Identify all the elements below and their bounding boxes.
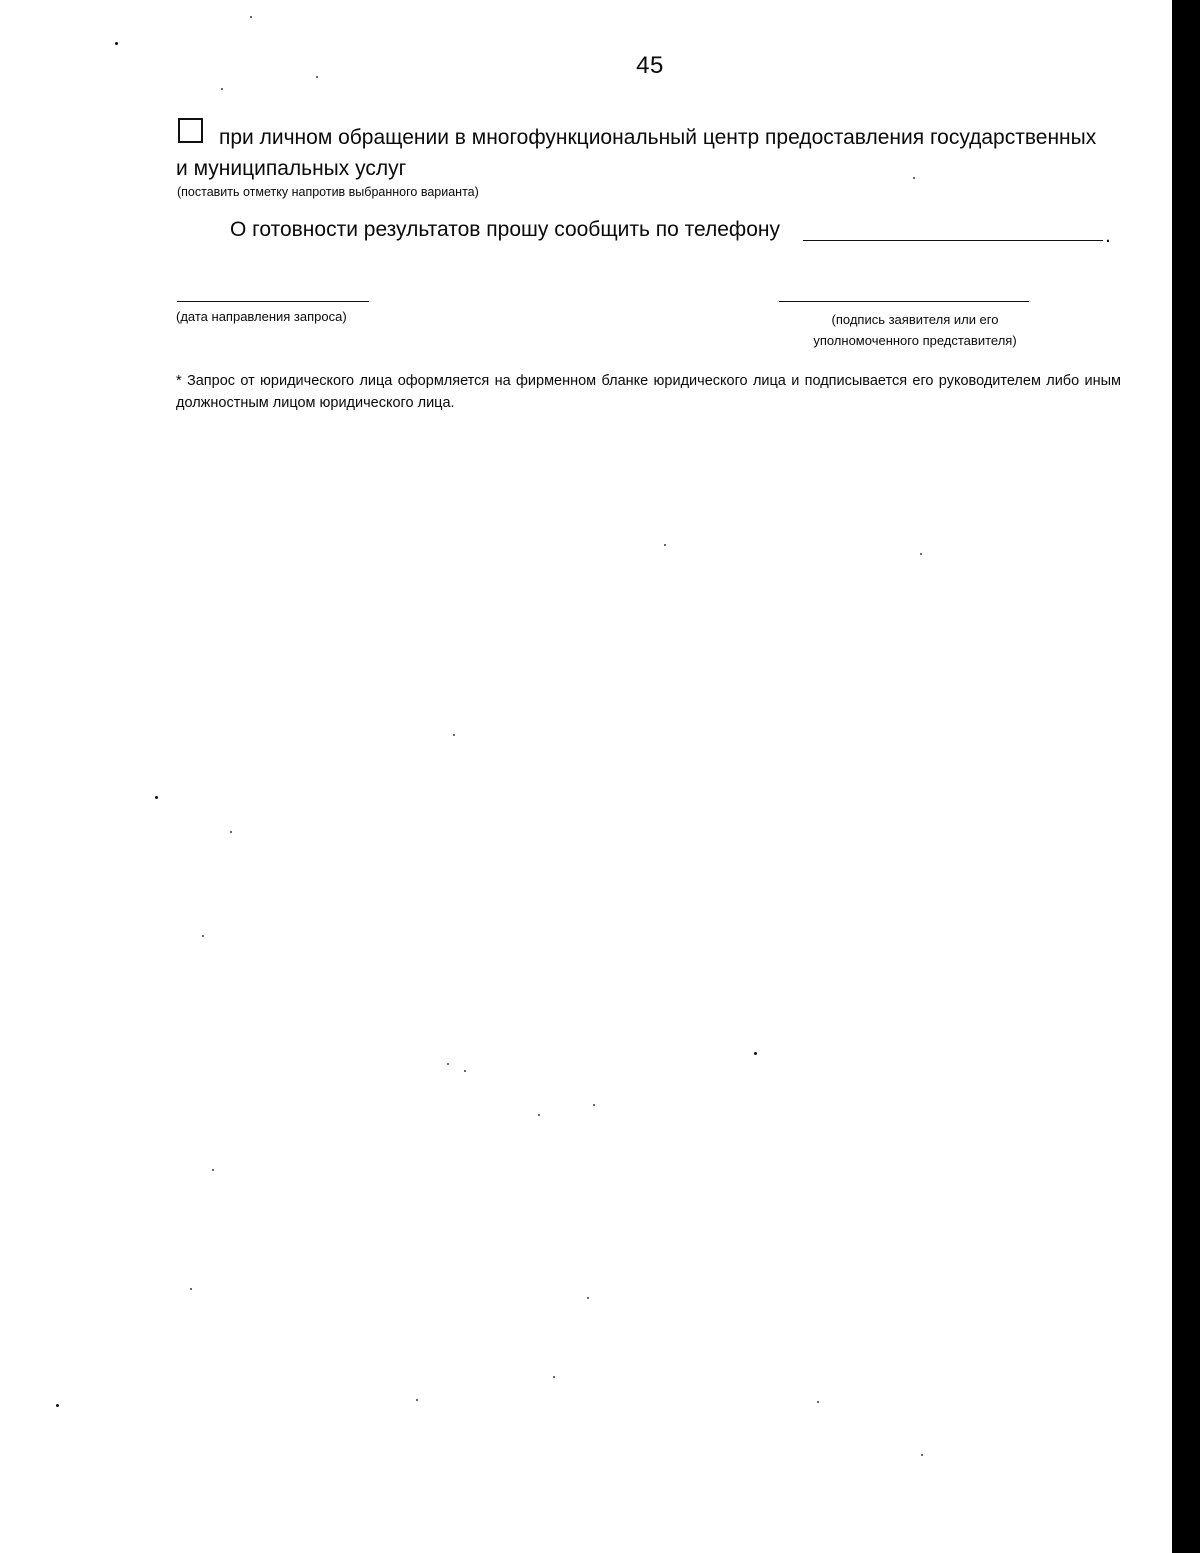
scan-speck <box>453 734 455 736</box>
signer-caption-line1: (подпись заявителя или его <box>831 312 999 327</box>
scan-speck <box>416 1399 418 1401</box>
option-hint: (поставить отметку напротив выбранного варианта) <box>177 185 479 199</box>
scan-speck <box>230 831 232 833</box>
scan-speck <box>221 88 223 90</box>
phone-trailing-dot: . <box>1105 224 1111 247</box>
mfc-option-label: при личном обращении в многофункциональный центр предоставления государственных <box>219 126 1097 149</box>
scan-speck <box>115 42 118 45</box>
date-caption: (дата направления запроса) <box>176 309 347 324</box>
scan-speck <box>190 1288 192 1290</box>
scan-speck <box>155 796 158 799</box>
scan-speck <box>538 1114 540 1116</box>
scan-speck <box>593 1104 595 1106</box>
scan-speck <box>817 1401 819 1403</box>
scan-speck <box>316 76 318 78</box>
scan-speck <box>921 1454 923 1456</box>
scan-speck <box>56 1404 59 1407</box>
applicant-signature-line[interactable] <box>779 301 1029 302</box>
scan-speck <box>447 1063 449 1065</box>
phone-input-line[interactable] <box>803 240 1103 241</box>
scan-speck <box>250 16 252 18</box>
scan-speck <box>464 1070 466 1072</box>
phone-request-label: О готовности результатов прошу сообщить по телефону <box>230 218 780 241</box>
date-signature-line[interactable] <box>177 301 369 302</box>
scan-speck <box>587 1297 589 1299</box>
scan-speck <box>754 1052 757 1055</box>
scan-speck <box>913 177 915 179</box>
legal-entity-footnote: * Запрос от юридического лица оформляется на фирменном бланке юридического лица и подписывается его руководителем либо иным должностным лицом юридического лица. <box>176 373 1121 411</box>
scan-speck <box>664 544 666 546</box>
page-number: 45 <box>636 52 664 79</box>
signer-caption-line2: уполномоченного представителя) <box>813 333 1017 348</box>
mfc-option-checkbox[interactable] <box>178 118 203 143</box>
signer-caption <box>760 309 1070 351</box>
mfc-option-label-continued: и муниципальных услуг <box>176 157 407 180</box>
scan-speck <box>212 1169 214 1171</box>
scan-speck <box>202 935 204 937</box>
scan-speck <box>920 553 922 555</box>
scan-speck <box>553 1376 555 1378</box>
